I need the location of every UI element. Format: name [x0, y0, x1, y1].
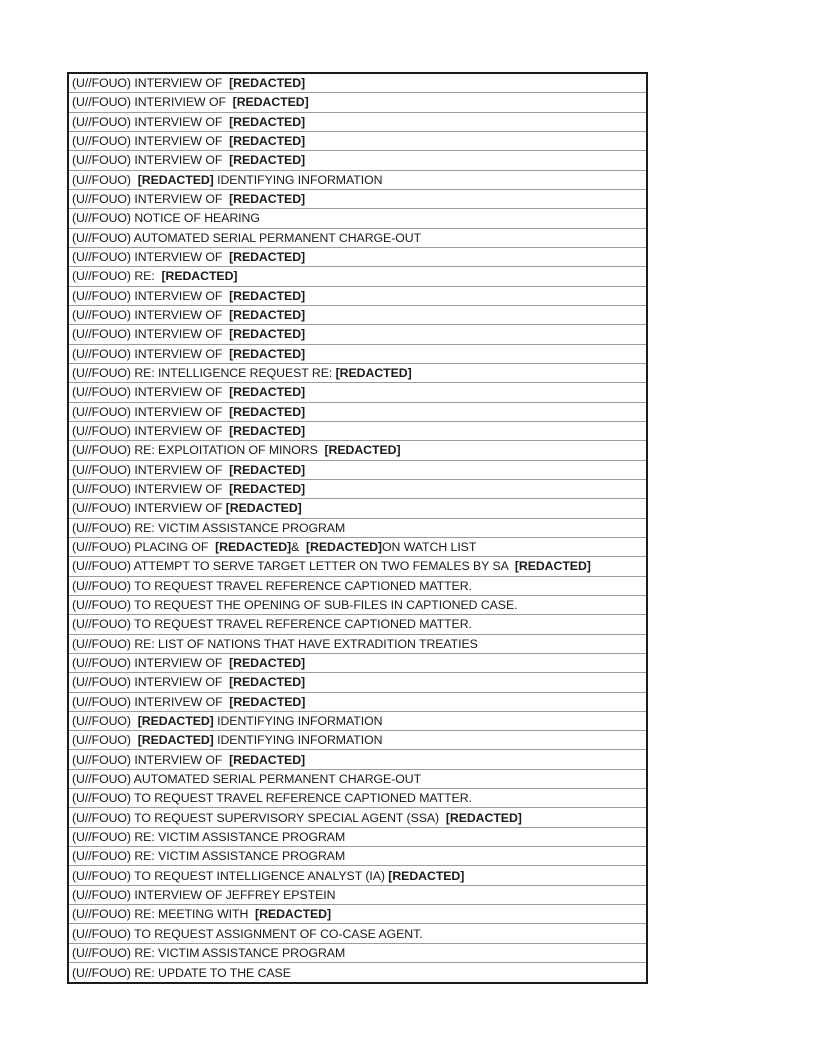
- table-row: [69, 171, 646, 190]
- table-row: [69, 248, 646, 267]
- table-row: [69, 905, 646, 924]
- row-text: (U//FOUO) INTERVIEW OF: [72, 424, 230, 439]
- row-text: (U//FOUO): [72, 172, 138, 187]
- redacted-marker: [REDACTED]: [255, 907, 332, 922]
- row-text: (U//FOUO) INTERVIEW OF: [72, 76, 230, 91]
- table-row: [69, 731, 646, 750]
- row-text: (U//FOUO) INTERVIEW OF: [72, 192, 230, 207]
- redacted-marker: [REDACTED]: [229, 694, 306, 709]
- row-text: (U//FOUO) RE: VICTIM ASSISTANCE PROGRAM: [72, 829, 346, 844]
- row-text: (U//FOUO) ATTEMPT TO SERVE TARGET LETTER ON TWO FEMALES BY SA: [72, 559, 515, 574]
- row-text: (U//FOUO) INTERVIEW OF: [72, 752, 230, 767]
- table-row: [69, 383, 646, 402]
- redacted-marker: [REDACTED]: [137, 713, 214, 728]
- row-text: (U//FOUO) INTERVIEW OF: [72, 346, 230, 361]
- table-row: [69, 345, 646, 364]
- table-row: [69, 963, 646, 982]
- redacted-marker: [REDACTED]: [445, 810, 522, 825]
- table-row: [69, 461, 646, 480]
- row-text: (U//FOUO) TO REQUEST TRAVEL REFERENCE CAPTIONED MATTER.: [72, 578, 472, 593]
- redacted-marker: [REDACTED]: [229, 346, 306, 361]
- row-text: &: [291, 540, 306, 555]
- table-row: [69, 132, 646, 151]
- redacted-marker: [REDACTED]: [324, 443, 401, 458]
- table-row: [69, 750, 646, 769]
- redacted-marker: [REDACTED]: [229, 153, 306, 168]
- row-text: IDENTIFYING INFORMATION: [213, 733, 383, 748]
- row-text: (U//FOUO) NOTICE OF HEARING: [72, 211, 260, 226]
- redacted-marker: [REDACTED]: [229, 675, 306, 690]
- table-row: [69, 789, 646, 808]
- row-text: (U//FOUO) RE: EXPLOITATION OF MINORS: [72, 443, 325, 458]
- redacted-marker: [REDACTED]: [229, 656, 306, 670]
- table-row: [69, 113, 646, 132]
- redacted-marker: [REDACTED]: [229, 308, 306, 323]
- redacted-marker: [REDACTED]: [232, 95, 309, 110]
- redacted-marker: [REDACTED]: [137, 733, 214, 748]
- table-row: [69, 441, 646, 460]
- table-row: [69, 828, 646, 847]
- row-text: (U//FOUO) INTERVIEW OF: [72, 288, 230, 303]
- table-row: [69, 924, 646, 943]
- redacted-marker: [REDACTED]: [137, 172, 214, 187]
- row-text: (U//FOUO) INTERVIEW OF: [72, 404, 230, 419]
- redacted-marker: [REDACTED]: [229, 385, 306, 400]
- row-text: (U//FOUO) INTERVIEW OF: [72, 482, 230, 497]
- table-row: [69, 480, 646, 499]
- row-text: (U//FOUO) RE: MEETING WITH: [72, 907, 256, 922]
- redacted-marker: [REDACTED]: [229, 752, 306, 767]
- row-text: (U//FOUO) TO REQUEST TRAVEL REFERENCE CAPTIONED MATTER.: [72, 617, 472, 632]
- row-text: (U//FOUO) RE: VICTIM ASSISTANCE PROGRAM: [72, 520, 346, 535]
- row-text: (U//FOUO) INTERVIEW OF: [72, 308, 230, 323]
- row-text: (U//FOUO) INTERIVIEW OF: [72, 95, 233, 110]
- row-text: (U//FOUO) TO REQUEST SUPERVISORY SPECIAL AGENT (SSA): [72, 810, 446, 825]
- row-text: (U//FOUO) INTERVIEW OF JEFFREY EPSTEIN: [72, 887, 336, 902]
- redacted-marker: [REDACTED]: [229, 288, 306, 303]
- table-row: [69, 306, 646, 325]
- table-row: [69, 519, 646, 538]
- table-row: [69, 364, 646, 383]
- table-row: [69, 615, 646, 634]
- redacted-marker: [REDACTED]: [215, 540, 292, 555]
- row-text: ON WATCH LIST: [381, 540, 477, 555]
- redacted-marker: [REDACTED]: [514, 559, 591, 574]
- row-text: (U//FOUO) PLACING OF: [72, 540, 216, 555]
- redacted-marker: [REDACTED]: [229, 114, 306, 129]
- table-row: [69, 74, 646, 93]
- row-text: (U//FOUO) INTERVIEW OF: [72, 153, 230, 168]
- table-row: [69, 654, 646, 673]
- row-text: (U//FOUO) TO REQUEST TRAVEL REFERENCE CAPTIONED MATTER.: [72, 791, 472, 806]
- table-row: [69, 538, 646, 557]
- row-text: (U//FOUO): [72, 713, 138, 728]
- row-text: (U//FOUO) TO REQUEST THE OPENING OF SUB-FILES IN CAPTIONED CASE.: [72, 598, 518, 613]
- table-row: [69, 886, 646, 905]
- table-row: [69, 673, 646, 692]
- row-text: (U//FOUO) RE: VICTIM ASSISTANCE PROGRAM: [72, 945, 346, 960]
- row-text: (U//FOUO) INTERVIEW OF: [72, 656, 230, 670]
- table-row: [69, 287, 646, 306]
- row-text: (U//FOUO) INTERVIEW OF: [72, 501, 226, 516]
- row-text: (U//FOUO) INTERVIEW OF: [72, 385, 230, 400]
- redacted-marker: [REDACTED]: [161, 269, 238, 284]
- redacted-marker: [REDACTED]: [229, 134, 306, 149]
- redacted-marker: [REDACTED]: [335, 366, 412, 381]
- redacted-marker: [REDACTED]: [388, 868, 465, 883]
- table-row: [69, 229, 646, 248]
- redacted-marker: [REDACTED]: [229, 76, 306, 91]
- row-text: (U//FOUO) INTERVIEW OF: [72, 327, 230, 342]
- row-text: (U//FOUO) INTERVIEW OF: [72, 114, 230, 129]
- table-row: [69, 808, 646, 827]
- table-row: [69, 267, 646, 286]
- table-row: [69, 866, 646, 885]
- table-row: [69, 499, 646, 518]
- redacted-marker: [REDACTED]: [229, 424, 306, 439]
- row-text: IDENTIFYING INFORMATION: [213, 172, 383, 187]
- row-text: (U//FOUO): [72, 733, 138, 748]
- row-text: (U//FOUO) RE: VICTIM ASSISTANCE PROGRAM: [72, 849, 346, 864]
- row-text: (U//FOUO) TO REQUEST INTELLIGENCE ANALYST (IA): [72, 868, 389, 883]
- table-row: [69, 770, 646, 789]
- redacted-marker: [REDACTED]: [229, 192, 306, 207]
- row-text: (U//FOUO) INTERIVEW OF: [72, 694, 230, 709]
- table-row: [69, 557, 646, 576]
- table-row: [69, 422, 646, 441]
- file-title-table: [67, 72, 648, 984]
- row-text: (U//FOUO) AUTOMATED SERIAL PERMANENT CHARGE-OUT: [72, 230, 422, 245]
- redacted-marker: [REDACTED]: [229, 404, 306, 419]
- table-row: [69, 712, 646, 731]
- redacted-marker: [REDACTED]: [229, 462, 306, 477]
- table-row: [69, 190, 646, 209]
- row-text: (U//FOUO) TO REQUEST ASSIGNMENT OF CO-CASE AGENT.: [72, 926, 423, 941]
- row-text: (U//FOUO) RE: UPDATE TO THE CASE: [72, 965, 291, 980]
- table-row: [69, 93, 646, 112]
- table-row: [69, 944, 646, 963]
- redacted-marker: [REDACTED]: [225, 501, 302, 516]
- row-text: (U//FOUO) RE:: [72, 269, 162, 284]
- row-text: (U//FOUO) RE: LIST OF NATIONS THAT HAVE EXTRADITION TREATIES: [72, 636, 478, 651]
- redacted-marker: [REDACTED]: [229, 327, 306, 342]
- table-row: [69, 151, 646, 170]
- redacted-marker: [REDACTED]: [305, 540, 382, 555]
- table-row: [69, 596, 646, 615]
- row-text: (U//FOUO) INTERVIEW OF: [72, 462, 230, 477]
- row-text: (U//FOUO) INTERVIEW OF: [72, 134, 230, 149]
- table-row: [69, 577, 646, 596]
- row-text: (U//FOUO) AUTOMATED SERIAL PERMANENT CHARGE-OUT: [72, 771, 422, 786]
- redacted-marker: [REDACTED]: [229, 482, 306, 497]
- table-row: [69, 847, 646, 866]
- row-text: (U//FOUO) INTERVIEW OF: [72, 675, 230, 690]
- row-text: (U//FOUO) RE: INTELLIGENCE REQUEST RE:: [72, 366, 336, 381]
- redacted-marker: [REDACTED]: [229, 250, 306, 265]
- row-text: IDENTIFYING INFORMATION: [213, 713, 383, 728]
- table-row: [69, 403, 646, 422]
- table-row: [69, 635, 646, 654]
- table-row: [69, 209, 646, 228]
- row-text: (U//FOUO) INTERVIEW OF: [72, 250, 230, 265]
- table-row: [69, 325, 646, 344]
- table-row: [69, 693, 646, 712]
